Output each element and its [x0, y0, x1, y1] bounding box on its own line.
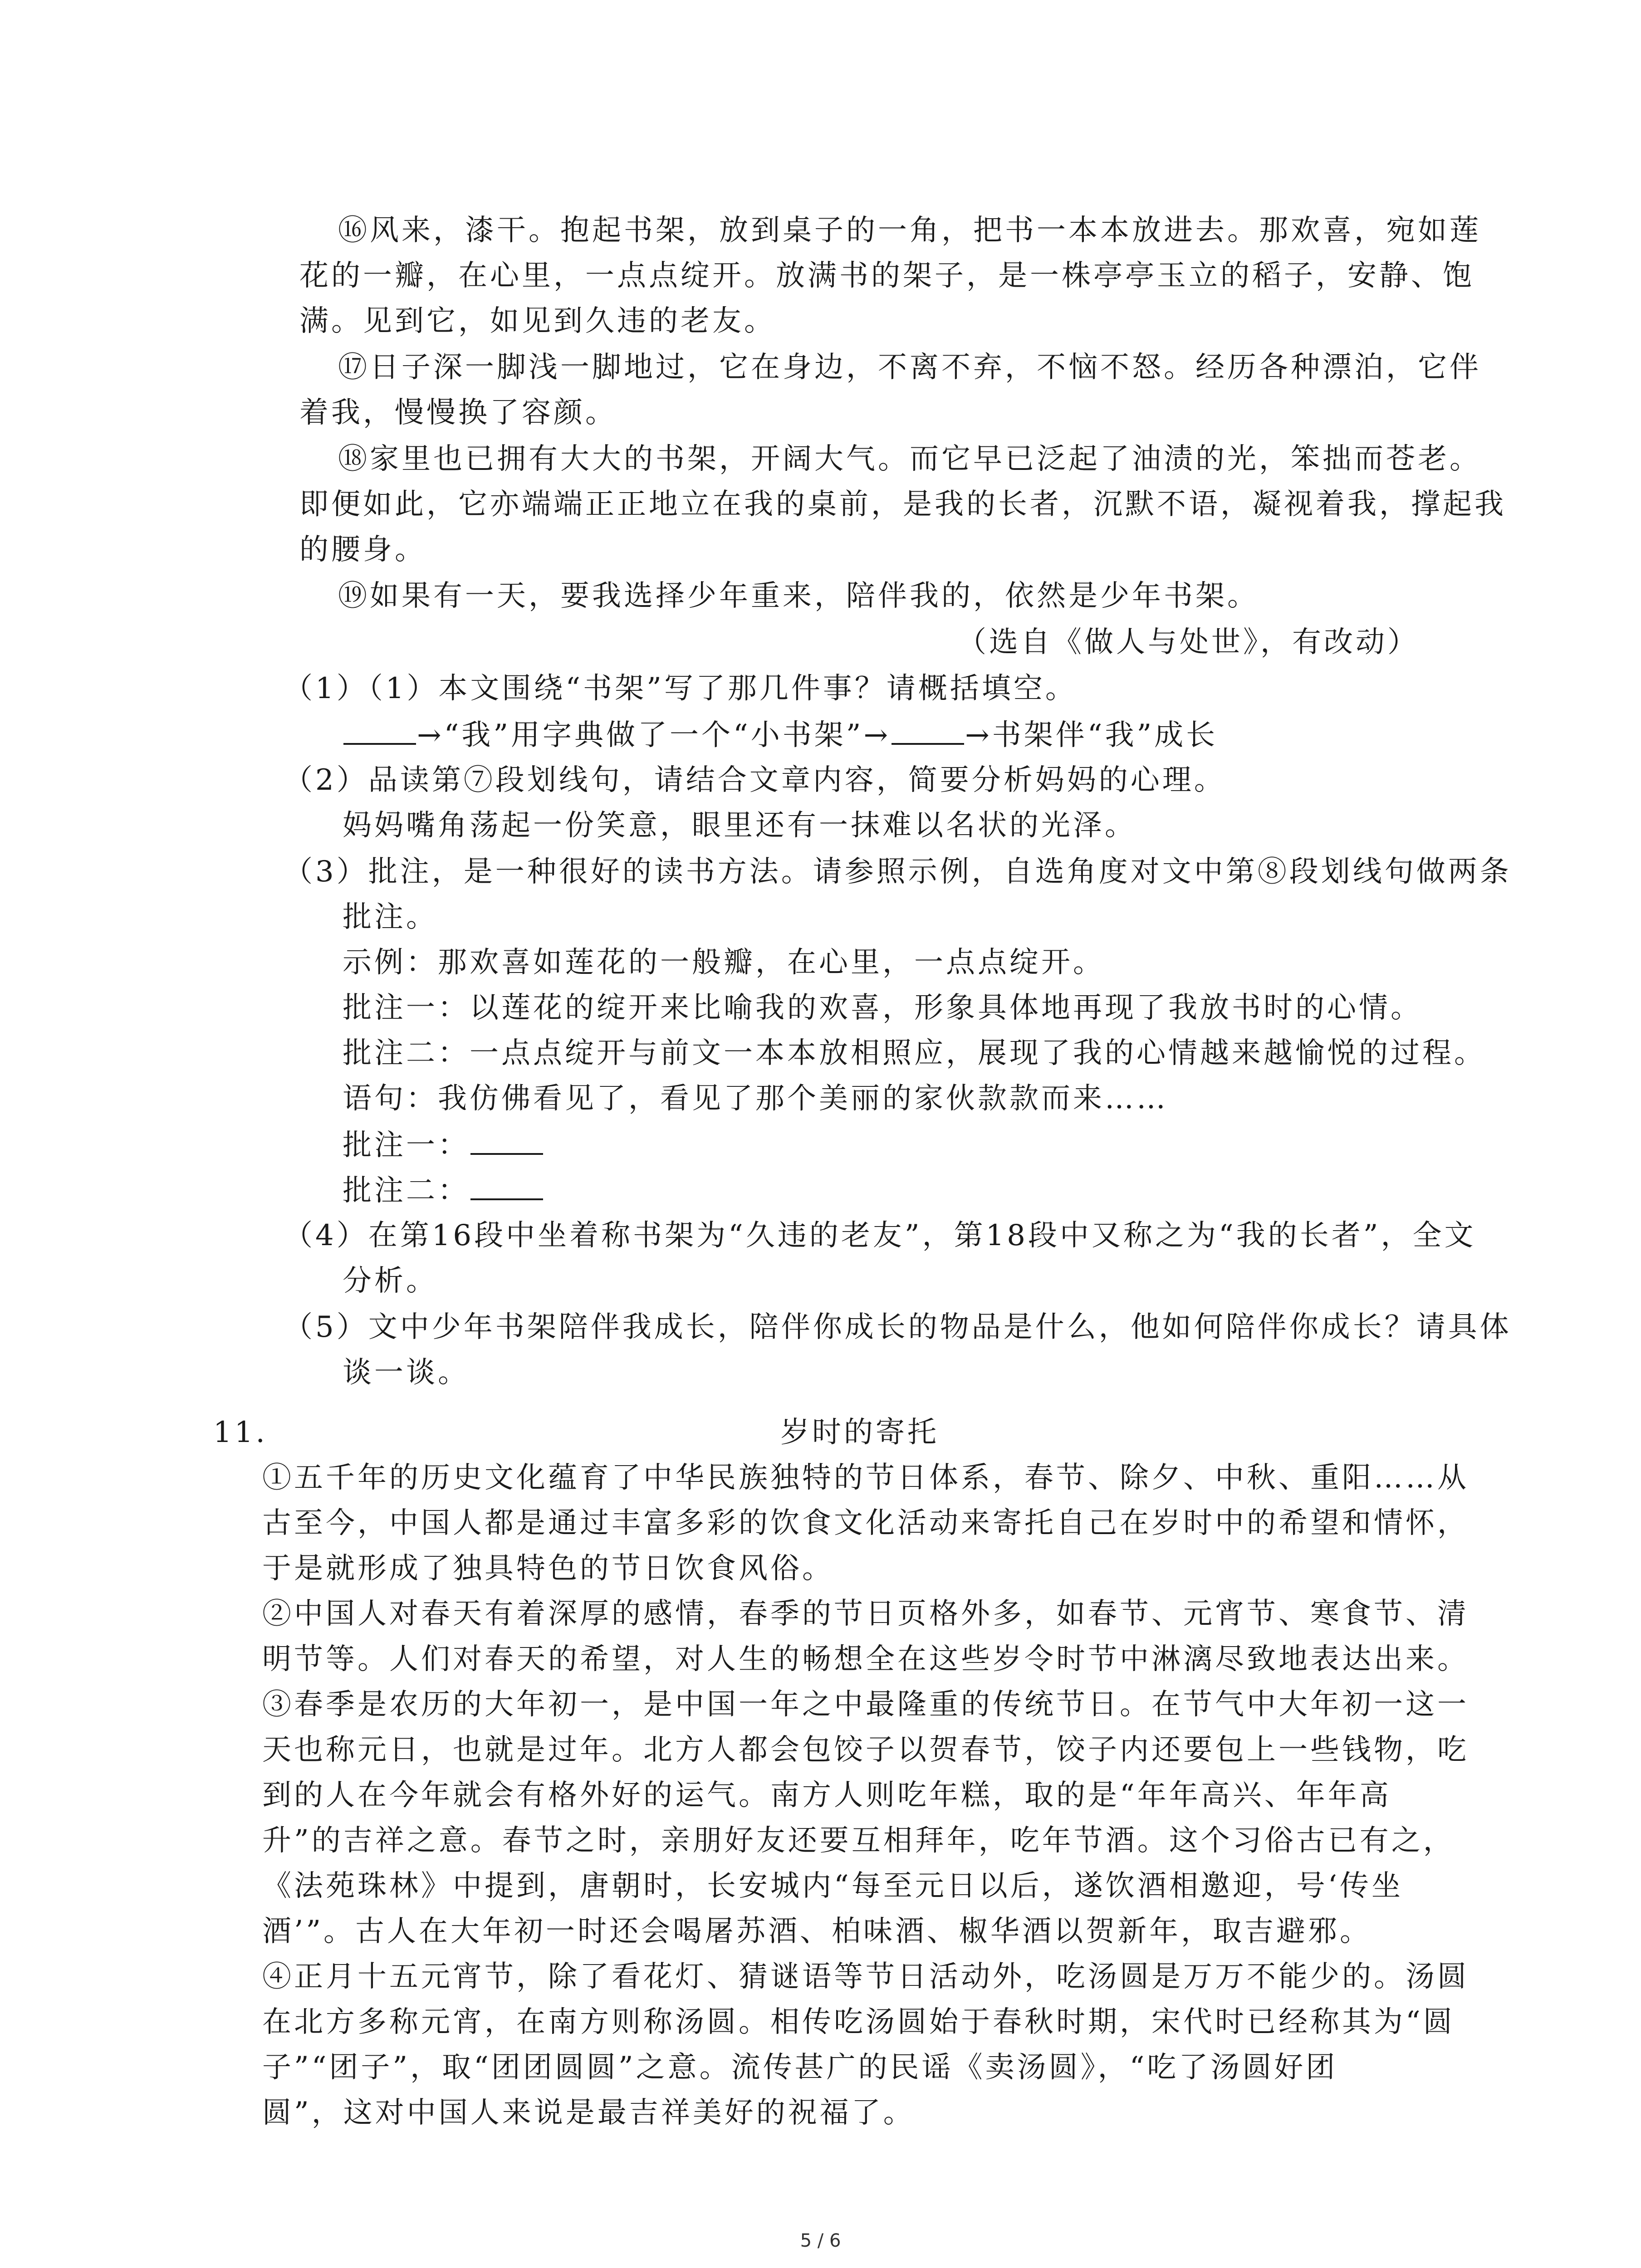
passage-11-p2-line: 明节等。人们对春天的希望，对人生的畅想全在这些岁令时节中淋漓尽致地表达出来。 [262, 1642, 1469, 1676]
answer-blank[interactable] [343, 716, 416, 745]
question-1-fill-line [343, 716, 1218, 753]
question-3-sentence: 语句：我仿佛看见了，看见了那个美丽的家伙款款而来…… [343, 1082, 1168, 1115]
passage-11-p1-line: 于是就形成了独具特色的节日饮食风俗。 [262, 1552, 834, 1585]
question-2: （2）品读第⑦段划线句，请结合文章内容，简要分析妈妈的心理。 [284, 763, 1226, 797]
question-1: （1）（1）本文围绕“书架”写了那几件事？请概括填空。 [284, 672, 1077, 705]
question-3: （3）批注，是一种很好的读书方法。请参照示例，自选角度对文中第⑧段划线句做两条 [284, 855, 1512, 889]
paragraph-18-line: 的腰身。 [299, 533, 426, 567]
passage-11-p1-line: 古至今，中国人都是通过丰富多彩的饮食文化活动来寄托自己在岁时中的希望和情怀， [262, 1506, 1469, 1540]
passage-11-p4-line: ④正月十五元宵节，除了看花灯、猜谜语等节日活动外，吃汤圆是万万不能少的。汤圆 [262, 1960, 1469, 1994]
paragraph-19: ⑲如果有一天，要我选择少年重来，陪伴我的，依然是少年书架。 [338, 579, 1259, 613]
passage-11-p3-line: 到的人在今年就会有格外好的运气。南方人则吃年糕，取的是“年年高兴、年年高 [262, 1779, 1391, 1812]
passage-11-p3-line: 天也称元日，也就是过年。北方人都会包饺子以贺春节，饺子内还要包上一些钱物，吃 [262, 1733, 1469, 1767]
question-3-cont: 批注。 [343, 900, 438, 934]
question-4-cont: 分析。 [343, 1264, 438, 1298]
passage-title: 岁时的寄托 [780, 1416, 939, 1449]
answer-label: 批注一： [343, 1129, 470, 1162]
fill-middle-text: →“我”用字典做了一个“小书架”→ [417, 719, 891, 752]
answer-label: 批注二： [343, 1174, 470, 1207]
paragraph-18-line: 即便如此，它亦端端正正地立在我的桌前，是我的长者，沉默不语，凝视着我，撑起我 [299, 488, 1506, 521]
question-3-answer-2 [343, 1171, 544, 1209]
passage-11-p1-line: ①五千年的历史文化蕴育了中华民族独特的节日体系，春节、除夕、中秋、重阳……从 [262, 1461, 1469, 1495]
passage-11-p2-line: ②中国人对春天有着深厚的感情，春季的节日页格外多，如春节、元宵节、寒食节、清 [262, 1597, 1469, 1631]
paragraph-16-line: ⑯风来，漆干。抱起书架，放到桌子的一角，把书一本本放进去。那欢喜，宛如莲 [338, 214, 1481, 247]
answer-blank[interactable] [470, 1171, 543, 1200]
passage-11-p4-line: 子”“团子”，取“团团圆圆”之意。流传甚广的民谣《卖汤圆》，“吃了汤圆好团 [262, 2051, 1338, 2084]
question-3-note-2: 批注二：一点点绽开与前文一本本放相照应，展现了我的心情越来越愉悦的过程。 [343, 1036, 1486, 1070]
paragraph-17-line: ⑰日子深一脚浅一脚地过，它在身边，不离不弃，不恼不怒。经历各种漂泊，它伴 [338, 351, 1481, 384]
question-3-answer-1 [343, 1126, 544, 1163]
paragraph-16-line: 花的一瓣，在心里，一点点绽开。放满书的架子，是一株亭亭玉立的稻子，安静、饱 [299, 259, 1474, 293]
question-number-11: 11. [213, 1416, 268, 1449]
paragraph-18-line: ⑱家里也已拥有大大的书架，开阔大气。而它早已泛起了油渍的光，笨拙而苍老。 [338, 442, 1481, 476]
question-5: （5）文中少年书架陪伴我成长，陪伴你成长的物品是什么，他如何陪伴你成长？请具体 [284, 1310, 1512, 1344]
question-3-note-1: 批注一：以莲花的绽开来比喻我的欢喜，形象具体地再现了我放书时的心情。 [343, 991, 1422, 1025]
passage-11-p3-line: 酒’”。古人在大年初一时还会喝屠苏酒、柏味酒、椒华酒以贺新年，取吉避邪。 [262, 1915, 1372, 1948]
passage-11-p3-line: 升”的吉祥之意。春节之时，亲朋好友还要互相拜年，吃年节酒。这个习俗古已有之， [262, 1824, 1455, 1857]
paragraph-17-line: 着我，慢慢换了容颜。 [299, 396, 617, 430]
passage-11-p4-line: 在北方多称元宵，在南方则称汤圆。相传吃汤圆始于春秋时期，宋代时已经称其为“圆 [262, 2005, 1455, 2039]
question-3-example: 示例：那欢喜如莲花的一般瓣，在心里，一点点绽开。 [343, 946, 1105, 979]
passage-11-p3-line: ③春季是农历的大年初一，是中国一年之中最隆重的传统节日。在节气中大年初一这一 [262, 1688, 1469, 1721]
passage-11-p3-line: 《法苑珠林》中提到，唐朝时，长安城内“每至元日以后，遂饮酒相邀迎，号‘传坐 [262, 1869, 1404, 1903]
passage-11-p4-line: 圆”，这对中国人来说是最吉祥美好的祝福了。 [262, 2096, 915, 2130]
source-citation: （选自《做人与处世》，有改动） [957, 626, 1419, 659]
page-number: 5 / 6 [800, 2230, 841, 2251]
answer-blank[interactable] [892, 716, 964, 745]
question-2-quote: 妈妈嘴角荡起一份笑意，眼里还有一抹难以名状的光泽。 [343, 809, 1136, 842]
fill-end-text: →书架伴“我”成长 [965, 719, 1218, 752]
paragraph-16-line: 满。见到它，如见到久违的老友。 [299, 304, 776, 338]
question-4: （4）在第16段中坐着称书架为“久违的老友”，第18段中又称之为“我的长者”，全文 [284, 1219, 1476, 1252]
answer-blank[interactable] [470, 1126, 543, 1155]
question-5-cont: 谈一谈。 [343, 1356, 470, 1389]
